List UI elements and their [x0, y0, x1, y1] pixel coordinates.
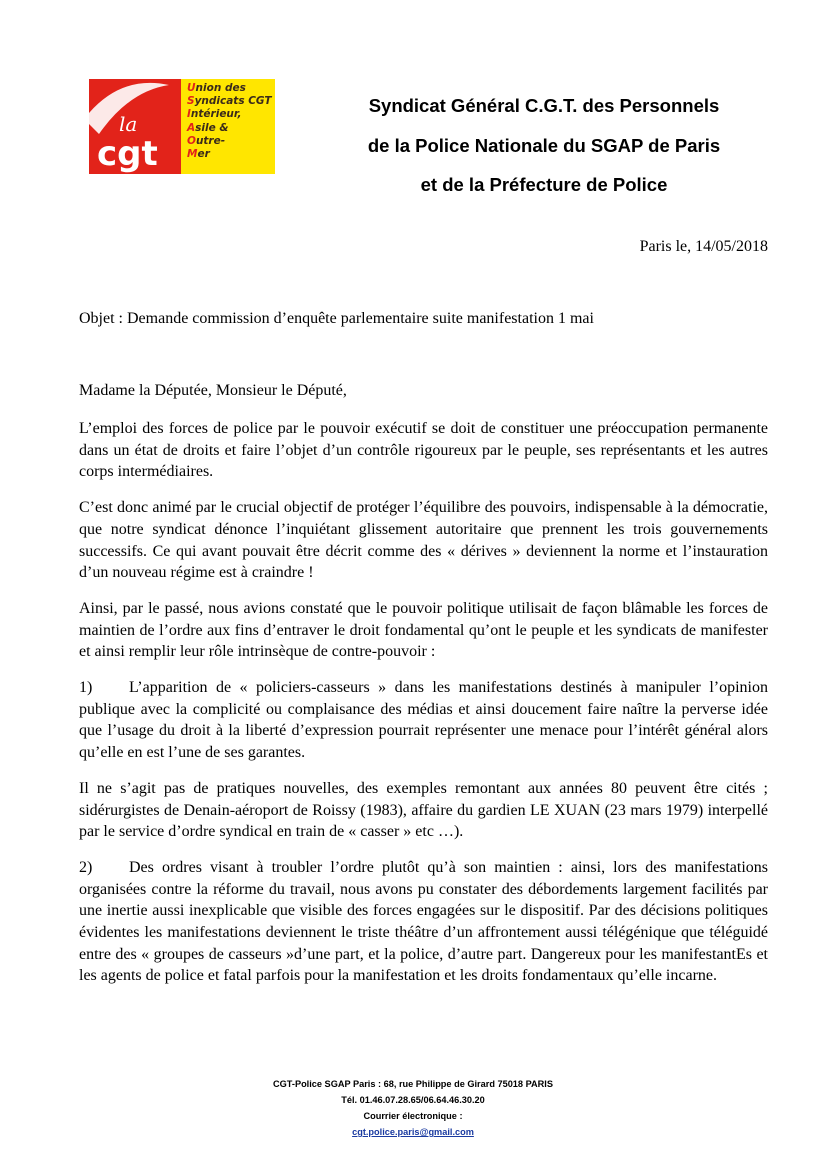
footer-phone: Tél. 01.46.07.28.65/06.64.46.30.20 — [341, 1095, 485, 1105]
numbered-point-2 — [79, 857, 768, 987]
footer-email-label: Courrier électronique : — [363, 1111, 463, 1121]
svg-text:la: la — [119, 112, 138, 136]
logo-line-1: Union des — [187, 82, 246, 94]
logo-line-2: Syndicats CGT — [187, 95, 272, 108]
logo-line-4: Asile & — [187, 121, 229, 134]
numbered-point-1 — [79, 677, 768, 764]
cgt-logo — [89, 79, 275, 174]
organization-title-line-2: de la Police Nationale du SGAP de Paris — [367, 134, 721, 156]
footer-address: CGT-Police SGAP Paris : 68, rue Philippe de Girard 75018 PARIS — [273, 1079, 553, 1089]
logo-line-3: Intérieur, — [187, 108, 242, 121]
paragraph: L’emploi des forces de police par le pouvoir exécutif se doit de constituer une préoccupation permanente dans un état de droits et faire l’objet d’un contrôle rigoureux par le peuple, ses représentants et les autres corps intermédiaires. — [79, 420, 768, 481]
footer-email-link[interactable]: cgt.police.paris@gmail.com — [352, 1127, 474, 1137]
svg-text:cgt: cgt — [97, 134, 158, 174]
organization-title-line-3: et de la Préfecture de Police — [420, 174, 668, 195]
point-number: 1) — [79, 679, 93, 697]
paragraph: Ainsi, par le passé, nous avions constaté que le pouvoir politique utilisait de façon blâmable les forces de maintien de l’ordre aux fins d’entraver le droit fondamental qu’ont le peuple et les syndicats de manifester et ainsi remplir leur rôle intrinsèque de contre-pouvoir : — [79, 599, 768, 661]
letter-footer — [0, 1076, 826, 1140]
point-number: 2) — [79, 858, 93, 876]
logo-line-6: Mer — [187, 148, 210, 161]
letter-date: Paris le, 14/05/2018 — [639, 238, 768, 255]
organization-title-line-1: Syndicat Général C.G.T. des Personnels — [368, 95, 720, 116]
footer-email-line — [0, 1108, 826, 1140]
point-text: L’apparition de « policiers-casseurs » dans les manifestations destinés à manipuler l’opinion publique avec la complicité ou complaisance des médias et ainsi doucement faire naître la perverse idée que l’usage du droit à la liberté d’expression pourrait représenter une menace pour l’intérêt général alors qu’elle en est l’une de ses garantes. — [79, 679, 768, 762]
cgt-logo-red-block — [89, 79, 181, 174]
organization-title — [300, 86, 788, 205]
letter-body — [79, 418, 768, 1001]
cgt-logo-mark — [89, 79, 181, 174]
point-text: Des ordres visant à troubler l’ordre plutôt qu’à son maintien : ainsi, lors des manifestations organisées contre la réforme du travail, nous avons pu constater des débordements largement facilités par une inertie aussi inexplicable que visible des forces engagées sur le dispositif. Par des décisions politiques évidentes les manifestations deviennent le triste théâtre d’un affrontement aussi télégénique que téléguidé entre des « groupes de casseurs »d’une part, et la police, d’autre part. Dangereux pour les manifestantEs et les agents de police et fatal parfois pour la manifestation et les droits fondamentaux qu’elle incarne. — [79, 858, 768, 985]
cgt-logo-union-text — [181, 79, 275, 174]
paragraph: Il ne s’agit pas de pratiques nouvelles, des exemples remontant aux années 80 peuvent être cités ; sidérurgistes de Denain-aéroport de Roissy (1983), affaire du gardien LE XUAN (23 mars 1979) interpellé par le service d’ordre syndical en train de « casser » etc …). — [79, 779, 768, 841]
logo-line-5: Outre- — [187, 134, 226, 147]
letter-subject: Objet : Demande commission d’enquête parlementaire suite manifestation 1 mai — [79, 310, 594, 327]
letter-salutation: Madame la Députée, Monsieur le Député, — [79, 382, 347, 399]
paragraph: C’est donc animé par le crucial objectif de protéger l’équilibre des pouvoirs, indispensable à la démocratie, que notre syndicat dénonce l’inquiétant glissement autoritaire que prennent les trois gouvernements successifs. Ce qui avant pouvait être décrit comme des « dérives » deviennent la norme et l’instauration d’un nouveau régime est à craindre ! — [79, 499, 768, 582]
